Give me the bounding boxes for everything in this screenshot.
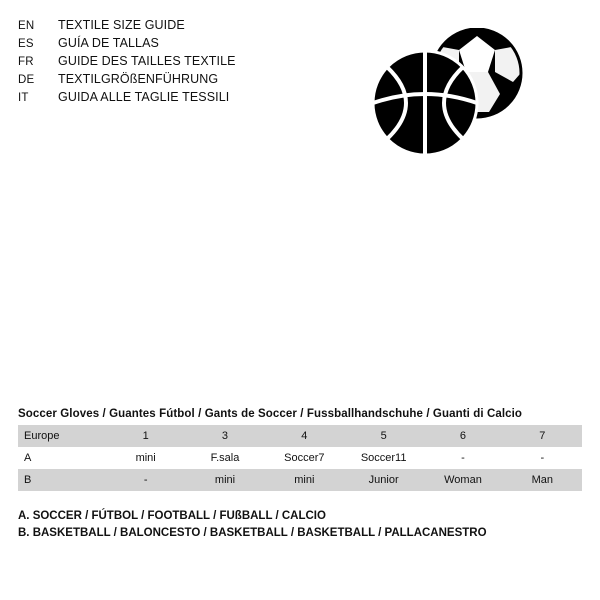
footnotes bbox=[18, 508, 578, 542]
table-header-cell: 1 bbox=[106, 425, 185, 447]
table-cell: Soccer7 bbox=[265, 447, 344, 469]
table-header-cell: 3 bbox=[185, 425, 264, 447]
legend-language-text: GUIDA ALLE TAGLIE TESSILI bbox=[58, 90, 230, 104]
table-cell: - bbox=[423, 447, 502, 469]
legend-language-code: DE bbox=[18, 74, 35, 86]
table-header-cell: 7 bbox=[503, 425, 582, 447]
balls-illustration-svg bbox=[355, 28, 555, 168]
table-header-cell: 6 bbox=[423, 425, 502, 447]
table-cell: Woman bbox=[423, 469, 502, 491]
table-cell: F.sala bbox=[185, 447, 264, 469]
table-cell: - bbox=[106, 469, 185, 491]
footnote-a: A. SOCCER / FÚTBOL / FOOTBALL / FUßBALL / CALCIO bbox=[18, 510, 326, 522]
legend-row bbox=[18, 34, 278, 52]
legend-row bbox=[18, 88, 278, 106]
table-header-cell: Europe bbox=[18, 425, 106, 447]
size-table-block bbox=[18, 408, 582, 491]
legend-language-code: FR bbox=[18, 56, 34, 68]
legend-language-text: TEXTILGRÖßENFÜHRUNG bbox=[58, 72, 219, 86]
table-header-cell: 4 bbox=[265, 425, 344, 447]
table-cell: Junior bbox=[344, 469, 423, 491]
balls-illustration bbox=[355, 28, 555, 168]
legend-language-text: TEXTILE SIZE GUIDE bbox=[58, 18, 185, 32]
table-row bbox=[18, 469, 582, 491]
legend-row bbox=[18, 16, 278, 34]
table-cell: - bbox=[503, 447, 582, 469]
legend-language-text: GUIDE DES TAILLES TEXTILE bbox=[58, 54, 236, 68]
legend-language-code: ES bbox=[18, 38, 34, 50]
table-cell: mini bbox=[106, 447, 185, 469]
table-cell: mini bbox=[265, 469, 344, 491]
table-row-label: A bbox=[18, 447, 106, 469]
legend-language-code: IT bbox=[18, 92, 29, 104]
table-header-cell: 5 bbox=[344, 425, 423, 447]
size-table-title: Soccer Gloves / Guantes Fútbol / Gants de Soccer / Fussballhandschuhe / Guanti di Calcio bbox=[18, 408, 523, 420]
table-row bbox=[18, 447, 582, 469]
footnote-b: B. BASKETBALL / BALONCESTO / BASKETBALL / BASKETBALL / PALLACANESTRO bbox=[18, 527, 487, 539]
legend-row bbox=[18, 70, 278, 88]
legend-row bbox=[18, 52, 278, 70]
table-row-label: B bbox=[18, 469, 106, 491]
legend-language-text: GUÍA DE TALLAS bbox=[58, 36, 159, 50]
basketball-icon bbox=[373, 51, 477, 155]
table-header-row bbox=[18, 425, 582, 447]
table-cell: Soccer11 bbox=[344, 447, 423, 469]
language-legend bbox=[18, 16, 278, 106]
legend-language-code: EN bbox=[18, 20, 35, 32]
table-cell: mini bbox=[185, 469, 264, 491]
size-table bbox=[18, 425, 582, 491]
table-cell: Man bbox=[503, 469, 582, 491]
